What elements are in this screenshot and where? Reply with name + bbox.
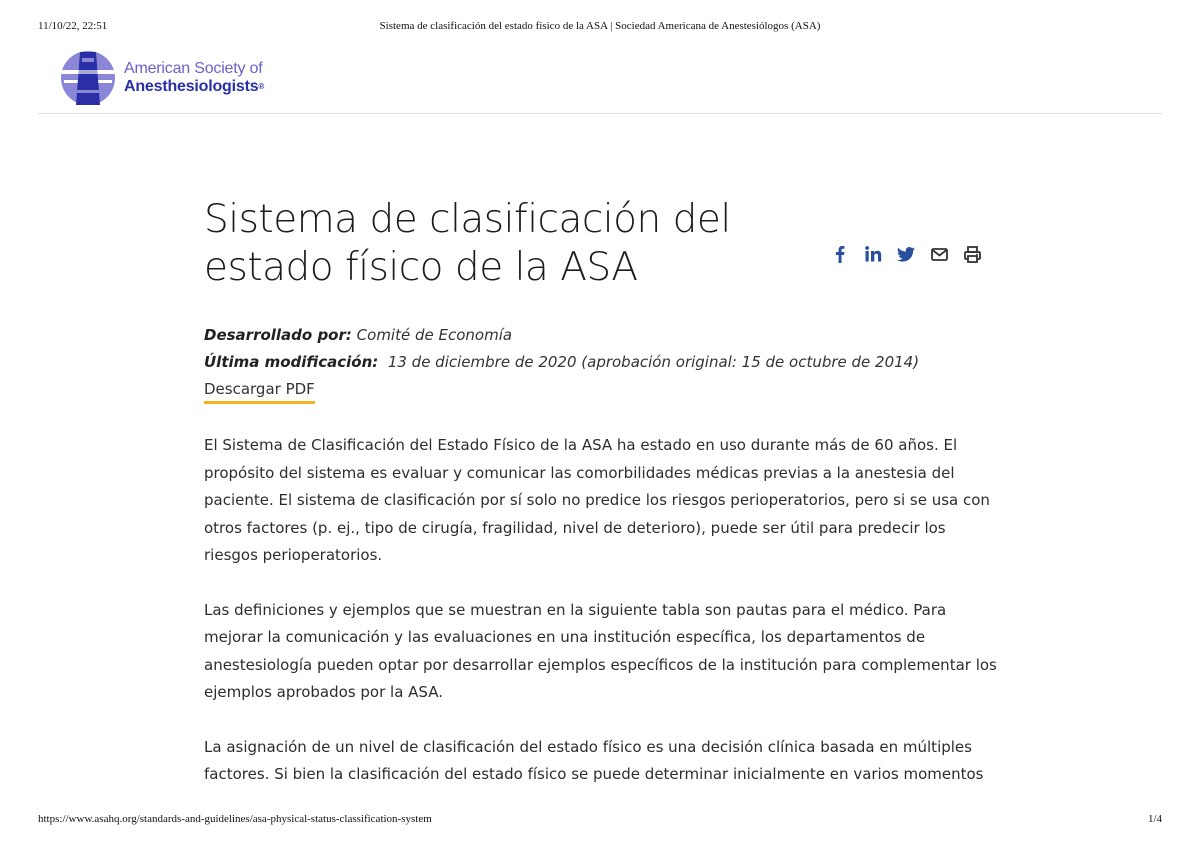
developed-by-value: Comité de Economía (356, 326, 513, 344)
site-header (38, 48, 1162, 114)
last-modified-label: Última modificación: (204, 353, 379, 371)
article-meta (204, 322, 919, 404)
print-document-title: Sistema de clasificación del estado físico de la ASA | Sociedad Americana de Anestesiólogos (ASA) (379, 20, 821, 32)
logo-line-1: American Society of (124, 60, 263, 77)
asa-logo-wordmark[interactable] (124, 60, 264, 96)
linkedin-icon[interactable] (863, 244, 883, 264)
article-body (204, 432, 1004, 816)
asa-logo-icon[interactable] (60, 50, 116, 106)
download-pdf-link[interactable]: Descargar PDF (204, 379, 315, 404)
page-title: Sistema de clasificación del estado físico de la ASA (204, 197, 731, 290)
email-icon[interactable] (929, 244, 949, 264)
facebook-icon[interactable] (830, 244, 850, 264)
share-bar (830, 240, 1000, 268)
print-footer (38, 813, 1162, 829)
twitter-icon[interactable] (896, 244, 916, 264)
last-modified-row (204, 349, 919, 376)
logo-line-2: Anesthesiologists® (124, 78, 265, 95)
developed-by-label: Desarrollado por: (204, 326, 352, 344)
body-paragraph-3: La asignación de un nivel de clasificación del estado físico es una decisión clínica basada en múltiples factores. Si bien la clasificación del estado físico se puede determinar inicialmente en varios momentos (204, 737, 984, 783)
body-paragraph-1: El Sistema de Clasificación del Estado Físico de la ASA ha estado en uso durante más de 60 años. El propósito del sistema es evaluar y comunicar las comorbilidades médicas previas a la anestesia del paciente. El sistema de clasificación por sí solo no predice los riesgos perioperatorios, pero si se usa con otros factores (p. ej., tipo de cirugía, fragilidad, nivel de deterioro), puede ser útil para predecir los riesgos perioperatorios. (204, 436, 990, 564)
developed-by-row (204, 322, 919, 349)
print-icon[interactable] (962, 244, 982, 264)
print-url: https://www.asahq.org/standards-and-guidelines/asa-physical-status-classification-system (38, 813, 432, 825)
body-paragraph-2: Las definiciones y ejemplos que se muestran en la siguiente tabla son pautas para el médico. Para mejorar la comunicación y las evaluaciones en una institución específica, los departamentos de anestesiología pueden optar por desarrollar ejemplos específicos de la institución para complementar los ejemplos aprobados por la ASA. (204, 600, 997, 701)
print-datetime: 11/10/22, 22:51 (38, 20, 108, 32)
last-modified-value: 13 de diciembre de 2020 (aprobación original: 15 de octubre de 2014) (387, 353, 920, 371)
print-header (38, 20, 1162, 36)
print-page-number: 1/4 (1147, 813, 1162, 825)
